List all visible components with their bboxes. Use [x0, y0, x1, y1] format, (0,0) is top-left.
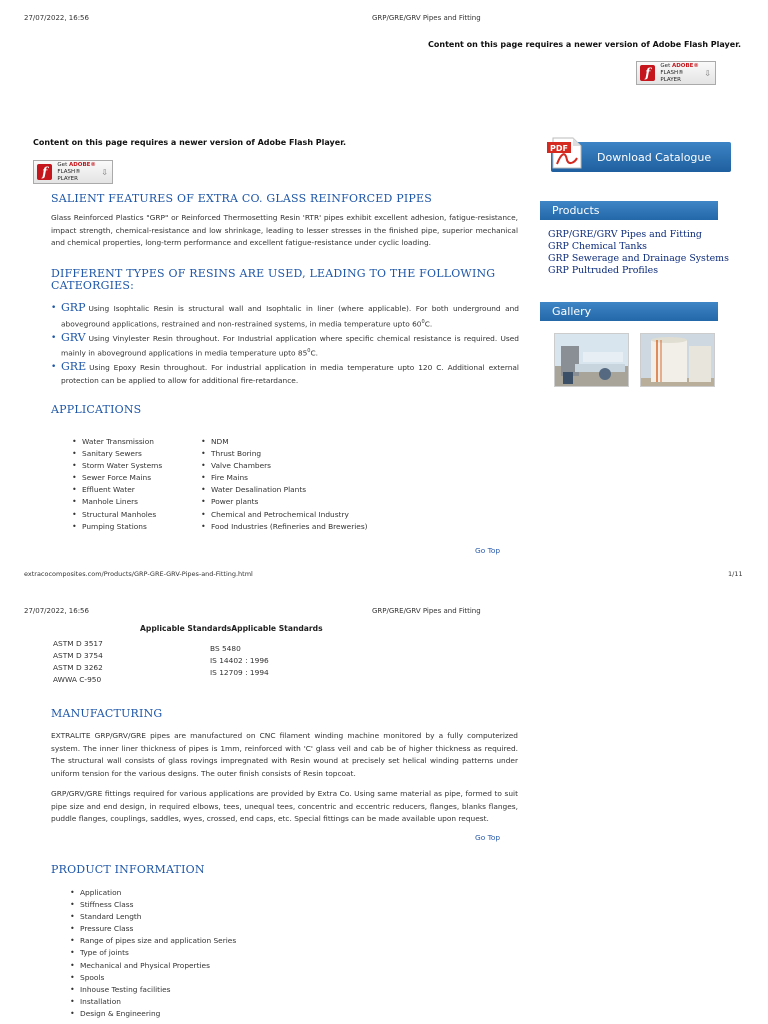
- print-title: GRP/GRE/GRV Pipes and Fitting: [372, 14, 481, 22]
- resin-name-gre: GRE: [61, 360, 87, 374]
- list-item: • Pumping Stations: [71, 521, 201, 533]
- standard-item: ASTM D 3754: [53, 651, 103, 661]
- list-item[interactable]: • Range of pipes size and application Series: [69, 935, 319, 947]
- flash-player-label: FLASH® PLAYER: [57, 168, 81, 182]
- print-footer-url: extracocomposites.com/Products/GRP-GRE-GRV-Pipes-and-Fitting.html: [24, 570, 253, 578]
- list-item[interactable]: • Spools: [69, 972, 319, 984]
- standards-col1: [53, 638, 103, 686]
- flash-notice-message-2: Content on this page requires a newer version of Adobe Flash Player.: [33, 138, 347, 147]
- flash-notice-message: Content on this page requires a newer version of Adobe Flash Player.: [428, 40, 742, 49]
- list-item: • Effluent Water: [71, 484, 201, 496]
- list-item: • Valve Chambers: [200, 460, 400, 472]
- list-item[interactable]: • Mechanical and Physical Properties: [69, 960, 319, 972]
- resin-text-grp: Using Isophtalic Resin is structural wall and Isophtalic in liner (where applicable). For both underground and aboveground applications, restrained and non-restrained systems, in media temperature upto 60: [61, 304, 519, 329]
- resin-sup-grp: 0: [421, 318, 425, 325]
- pdf-icon: [547, 136, 585, 170]
- standard-item: IS 14402 : 1996: [210, 656, 269, 666]
- download-catalogue-label: Download Catalogue: [597, 150, 712, 164]
- flash-logo-icon: f: [37, 164, 52, 180]
- list-item: • Water Desalination Plants: [200, 484, 400, 496]
- go-top-link-2[interactable]: Go Top: [475, 833, 501, 842]
- download-catalogue-button[interactable]: [551, 142, 731, 172]
- list-item: • Sanitary Sewers: [71, 448, 201, 460]
- gallery-image-tanks[interactable]: [640, 333, 715, 387]
- print-date-2: 27/07/2022, 16:56: [24, 607, 89, 615]
- product-link-profiles[interactable]: GRP Pultruded Profiles: [548, 265, 659, 276]
- flash-logo-icon: f: [640, 65, 655, 81]
- list-item[interactable]: • Type of joints: [69, 947, 319, 959]
- product-information-list: [69, 887, 319, 1020]
- list-item[interactable]: • Stiffness Class: [69, 899, 319, 911]
- flash-adobe-label: ADOBE®: [671, 62, 699, 69]
- resins-heading-line2: CATEORGIES:: [51, 279, 135, 292]
- standard-item: BS 5480: [210, 644, 241, 653]
- list-item: • Chemical and Petrochemical Industry: [200, 509, 400, 521]
- list-item[interactable]: • Pressure Class: [69, 923, 319, 935]
- resin-sup-grv: 0: [307, 348, 311, 355]
- list-item[interactable]: • Design & Engineering: [69, 1008, 319, 1020]
- print-date: 27/07/2022, 16:56: [24, 14, 89, 22]
- resin-text-grv: Using Vinylester Resin throughout. For Industrial application where specific chemical resistance is required. Used mainly in aboveground applications in media temperature upto 85: [61, 333, 519, 358]
- gallery-heading: Gallery: [540, 302, 718, 321]
- flash-adobe-label: ADOBE®: [68, 161, 96, 168]
- list-item[interactable]: • Installation: [69, 996, 319, 1008]
- get-flash-player-button-2[interactable]: [33, 160, 113, 184]
- resin-name-grp: GRP: [61, 301, 86, 314]
- product-link-pipes[interactable]: GRP/GRE/GRV Pipes and Fitting: [548, 229, 702, 240]
- salient-features-heading: SALIENT FEATURES OF EXTRA CO. GLASS REINFORCED PIPES: [51, 192, 432, 205]
- get-flash-player-button[interactable]: [636, 61, 716, 85]
- products-list: [548, 229, 729, 277]
- manufacturing-text-1: EXTRALITE GRP/GRV/GRE pipes are manufactured on CNC filament winding machine monitored by a fully computerized system. The inner liner thickness of pipes is 1mm, reinforced with 'C' glass veil and cab be of higher thickness as required. The structural wall consists of glass rovings impregnated with Resin wound at precisely set helical winding patterns under uniform tension for the various designs. The outer finish consists of Resin topcoat.: [51, 731, 518, 778]
- resin-item-gre: [31, 361, 519, 387]
- list-item: • Structural Manholes: [71, 509, 201, 521]
- standard-item: ASTM D 3517: [53, 639, 103, 648]
- manufacturing-text-2: GRP/GRV/GRE fittings required for various applications are provided by Extra Co. Using same material as pipe, formed to suit pipe size and end design, in required elbows, tees, unequal tees, concentric and eccentric reducers, flanges, blanks flanges, puddle flanges, couplings, saddles, wyes, crossed, end caps, etc. Special fittings can be made available upon request.: [51, 789, 518, 824]
- manufacturing-heading: MANUFACTURING: [51, 707, 163, 720]
- product-information-heading: PRODUCT INFORMATION: [51, 863, 205, 876]
- list-item: • Thrust Boring: [200, 448, 400, 460]
- applications-col2: [200, 436, 400, 533]
- resin-types-list: [51, 302, 518, 389]
- flash-get-label: Get: [57, 161, 68, 168]
- download-arrow-icon: ⇩: [704, 68, 711, 78]
- go-top-link[interactable]: Go Top: [475, 546, 501, 555]
- resin-text-gre: Using Epoxy Resin throughout. For industrial application in media temperature upto 120 C. Additional external protection can be applied to allow for additional fire-retardance.: [61, 363, 519, 385]
- flash-player-label: FLASH® PLAYER: [660, 69, 684, 83]
- list-item: • Manhole Liners: [71, 496, 201, 508]
- resin-item-grp: [31, 302, 519, 331]
- list-item: • Sewer Force Mains: [71, 472, 201, 484]
- resins-heading: [51, 268, 521, 292]
- standard-item: AWWA C-950: [53, 675, 102, 685]
- product-link-sewerage[interactable]: GRP Sewerage and Drainage Systems: [548, 253, 729, 264]
- resin-name-grv: GRV: [61, 330, 86, 344]
- standards-heading: Applicable StandardsApplicable Standards: [140, 624, 323, 633]
- resins-heading-line1: DIFFERENT TYPES OF RESINS ARE USED, LEADING TO THE FOLLOWING: [51, 267, 496, 280]
- list-item: • Fire Mains: [200, 472, 400, 484]
- standards-col2: [210, 643, 269, 679]
- applications-heading: APPLICATIONS: [51, 403, 142, 416]
- standard-item: ASTM D 3262: [53, 663, 103, 673]
- print-footer-page: 1/11: [728, 570, 743, 578]
- standard-item: IS 12709 : 1994: [210, 668, 269, 678]
- applications-col1: [71, 436, 201, 533]
- resin-item-grv: [31, 332, 519, 361]
- resin-end-grv: C.: [310, 348, 318, 358]
- gallery-image-pipes[interactable]: [554, 333, 629, 387]
- pdf-label: PDF: [550, 144, 568, 153]
- salient-features-text: Glass Reinforced Plastics "GRP" or Reinforced Thermosetting Resin 'RTR' pipes exhibit excellent adhesion, fatigue-resistance, impact strength, chemical-resistance and low shrinkage, leading to lesser stresses in the finished pipe, superior mechanical and chemical properties, long-term performance and excellent fatigue-resistance under cyclic loading.: [51, 213, 518, 248]
- list-item[interactable]: • Standard Length: [69, 911, 319, 923]
- list-item: • Food Industries (Refineries and Breweries): [200, 521, 400, 533]
- list-item: • Storm Water Systems: [71, 460, 201, 472]
- list-item: • NDM: [200, 436, 400, 448]
- flash-get-label: Get: [660, 62, 671, 69]
- list-item: • Power plants: [200, 496, 400, 508]
- list-item[interactable]: • Application: [69, 887, 319, 899]
- product-link-tanks[interactable]: GRP Chemical Tanks: [548, 241, 647, 252]
- products-heading: Products: [540, 201, 718, 220]
- list-item[interactable]: • Inhouse Testing facilities: [69, 984, 319, 996]
- list-item: • Water Transmission: [71, 436, 201, 448]
- download-arrow-icon: ⇩: [101, 167, 108, 177]
- resin-end-grp: C.: [424, 319, 433, 329]
- print-title-2: GRP/GRE/GRV Pipes and Fitting: [372, 607, 481, 615]
